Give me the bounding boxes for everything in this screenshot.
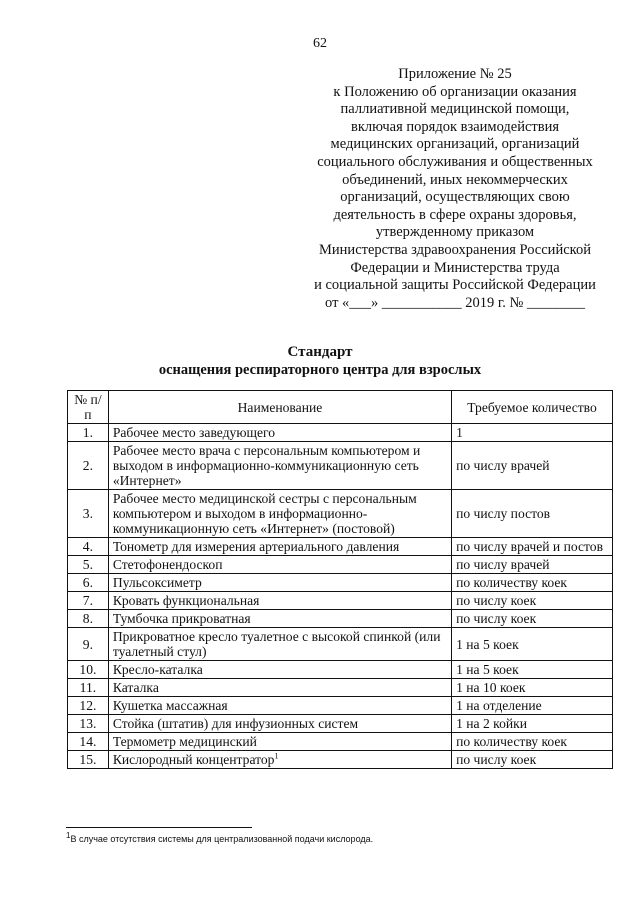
page-number: 62 <box>313 36 327 51</box>
title-main: Стандарт <box>287 344 353 360</box>
appendix-header <box>305 66 605 312</box>
footnote-divider <box>66 827 252 828</box>
header-num: № п/п <box>68 391 109 424</box>
row-quantity: 1 на отделение <box>452 697 613 715</box>
appendix-line: Министерства здравоохранения Российской <box>319 241 591 258</box>
row-quantity: по числу врачей и постов <box>452 538 613 556</box>
row-name <box>108 424 451 442</box>
row-number: 2. <box>68 442 109 490</box>
appendix-line: утвержденному приказом <box>375 224 535 241</box>
table-row <box>68 697 613 715</box>
row-quantity: по количеству коек <box>452 733 613 751</box>
row-name <box>108 715 451 733</box>
row-name <box>108 592 451 610</box>
table-row <box>68 442 613 490</box>
row-name <box>108 538 451 556</box>
row-number: 9. <box>68 628 109 661</box>
appendix-line: деятельность в сфере охраны здоровья, <box>333 206 577 223</box>
row-name <box>108 679 451 697</box>
row-name-text: Прикроватное кресло туалетное с высокой спинкой (или туалетный стул) <box>112 629 441 659</box>
row-name <box>108 628 451 661</box>
table-row <box>68 628 613 661</box>
header-name: Наименование <box>108 391 451 424</box>
table-row <box>68 538 613 556</box>
row-number: 5. <box>68 556 109 574</box>
appendix-line: и социальной защиты Российской Федерации <box>314 277 596 294</box>
equipment-table <box>67 390 613 769</box>
row-quantity: по числу врачей <box>452 556 613 574</box>
row-quantity: по числу коек <box>452 592 613 610</box>
appendix-line: Федерации и Министерства труда <box>350 259 560 276</box>
row-quantity: по числу коек <box>452 610 613 628</box>
row-name-text: Рабочее место заведующего <box>112 425 276 440</box>
appendix-line: включая порядок взаимодействия <box>350 118 560 135</box>
row-quantity: 1 на 2 койки <box>452 715 613 733</box>
appendix-line: объединений, иных некоммерческих <box>342 171 568 188</box>
table-row <box>68 715 613 733</box>
footnote-ref: 1 <box>274 751 279 761</box>
row-name <box>108 556 451 574</box>
row-number: 12. <box>68 697 109 715</box>
table-body <box>68 424 613 769</box>
row-name <box>108 574 451 592</box>
table-row <box>68 751 613 769</box>
footnote-mark: 1 <box>66 831 71 840</box>
row-number: 13. <box>68 715 109 733</box>
row-quantity: 1 на 5 коек <box>452 661 613 679</box>
row-name-text: Пульсоксиметр <box>112 575 202 590</box>
row-quantity: по числу постов <box>452 490 613 538</box>
appendix-line: социального обслуживания и общественных <box>317 153 593 170</box>
row-name-text: Каталка <box>112 680 159 695</box>
document-title <box>0 343 640 379</box>
appendix-line: медицинских организаций, организаций <box>330 136 580 153</box>
row-quantity: по числу врачей <box>452 442 613 490</box>
row-name <box>108 490 451 538</box>
table-row <box>68 574 613 592</box>
row-name-text: Рабочее место врача с персональным компьютером и выходом в информационно-коммуникационную сеть «Интернет» <box>112 443 421 488</box>
row-number: 4. <box>68 538 109 556</box>
row-quantity: по числу коек <box>452 751 613 769</box>
table-row <box>68 424 613 442</box>
table-row <box>68 733 613 751</box>
table-row <box>68 556 613 574</box>
row-name-text: Стетофонендоскоп <box>112 557 223 572</box>
row-number: 6. <box>68 574 109 592</box>
appendix-line: Приложение № 25 <box>398 66 512 82</box>
row-name-text: Кушетка массажная <box>112 698 228 713</box>
row-quantity: по количеству коек <box>452 574 613 592</box>
row-number: 7. <box>68 592 109 610</box>
row-quantity: 1 на 10 коек <box>452 679 613 697</box>
row-name-text: Термометр медицинский <box>112 734 257 749</box>
row-name <box>108 442 451 490</box>
row-quantity: 1 <box>452 424 613 442</box>
row-name-text: Рабочее место медицинской сестры с персональным компьютером и выходом в информационно-коммуникационную сеть «Интернет» (постовой) <box>112 491 417 536</box>
appendix-line: к Положению об организации оказания <box>333 83 577 100</box>
row-number: 1. <box>68 424 109 442</box>
table-row <box>68 661 613 679</box>
header-qty: Требуемое количество <box>452 391 613 424</box>
row-quantity: 1 на 5 коек <box>452 628 613 661</box>
row-name <box>108 733 451 751</box>
row-name <box>108 751 451 769</box>
row-number: 11. <box>68 679 109 697</box>
appendix-line: организаций, осуществляющих свою <box>340 189 570 206</box>
row-number: 15. <box>68 751 109 769</box>
appendix-line: от «___» ___________ 2019 г. № ________ <box>325 294 585 311</box>
row-number: 8. <box>68 610 109 628</box>
row-name <box>108 697 451 715</box>
row-number: 10. <box>68 661 109 679</box>
row-number: 3. <box>68 490 109 538</box>
table-row <box>68 490 613 538</box>
row-name <box>108 610 451 628</box>
row-name <box>108 661 451 679</box>
footnote-text: В случае отсутствия системы для централизованной подачи кислорода. <box>70 834 374 844</box>
title-sub: оснащения респираторного центра для взрослых <box>158 362 482 378</box>
row-name-text: Кислородный концентратор <box>112 752 275 767</box>
row-number: 14. <box>68 733 109 751</box>
row-name-text: Кресло-каталка <box>112 662 203 677</box>
row-name-text: Тонометр для измерения артериального давления <box>112 539 400 554</box>
table-row <box>68 610 613 628</box>
row-name-text: Стойка (штатив) для инфузионных систем <box>112 716 359 731</box>
table-row <box>68 592 613 610</box>
table-row <box>68 679 613 697</box>
appendix-line: паллиативной медицинской помощи, <box>340 101 570 118</box>
footnote <box>66 833 606 845</box>
row-name-text: Тумбочка прикроватная <box>112 611 251 626</box>
table-header-row <box>68 391 613 424</box>
row-name-text: Кровать функциональная <box>112 593 260 608</box>
